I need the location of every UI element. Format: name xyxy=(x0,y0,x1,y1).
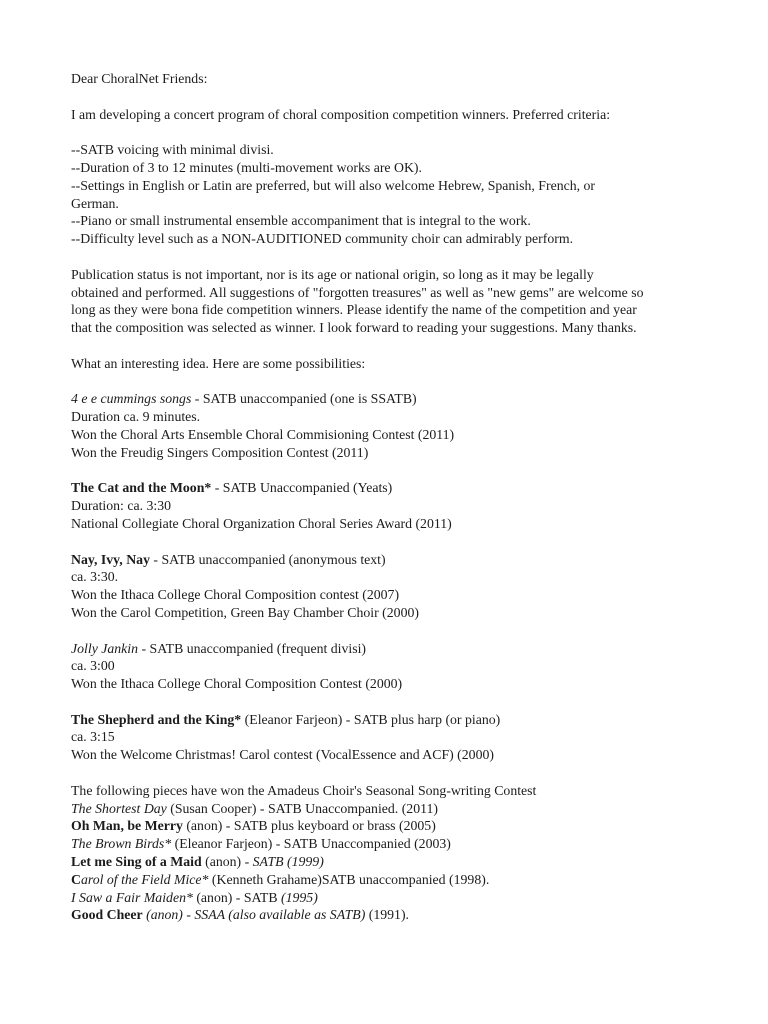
list-item xyxy=(71,906,711,924)
entry-shepherd-and-the-king xyxy=(71,711,711,764)
entry-description: (Eleanor Farjeon) - SATB plus harp (or piano) xyxy=(241,711,501,727)
list-item xyxy=(71,889,711,907)
entry-duration: ca. 3:15 xyxy=(71,729,115,745)
entry-jolly-jankin xyxy=(71,640,711,693)
list-item xyxy=(71,853,711,871)
entry-award: Won the Welcome Christmas! Carol contest (VocalEssence and ACF) (2000) xyxy=(71,747,494,763)
publication-paragraph xyxy=(71,266,711,337)
item-title: Good Cheer xyxy=(71,907,143,923)
item-voicing: SATB (1999) xyxy=(252,854,324,870)
item-details: (Eleanor Farjeon) - SATB Unaccompanied (2003) xyxy=(171,836,451,852)
entry-heading xyxy=(71,479,711,497)
entry-award: National Collegiate Choral Organization Choral Series Award (2011) xyxy=(71,515,452,531)
entry-description: - SATB unaccompanied (one is SSATB) xyxy=(191,391,417,407)
criteria-item: --Piano or small instrumental ensemble accompaniment that is integral to the work. xyxy=(71,213,531,229)
entry-heading xyxy=(71,640,711,658)
amadeus-section xyxy=(71,782,711,924)
criteria-list xyxy=(71,141,711,248)
entry-duration: Duration ca. 9 minutes. xyxy=(71,409,201,425)
list-item xyxy=(71,835,711,853)
intro-paragraph: I am developing a concert program of choral composition competition winners. Preferred criteria: xyxy=(71,106,611,122)
paragraph-line: obtained and performed. All suggestions of "forgotten treasures" as well as "new gems" are welcome so xyxy=(71,284,644,300)
item-title-initial: C xyxy=(71,871,81,887)
entry-nay-ivy-nay xyxy=(71,551,711,622)
entry-4-ee-cummings-songs xyxy=(71,390,711,461)
entry-description: - SATB unaccompanied (anonymous text) xyxy=(149,551,386,567)
paragraph-line: that the composition was selected as winner. I look forward to reading your suggestions. Many thanks. xyxy=(71,320,637,336)
entry-title: The Shepherd and the King* xyxy=(71,711,242,727)
reply-intro: What an interesting idea. Here are some possibilities: xyxy=(71,355,366,371)
paragraph-line: long as they were bona fide competition winners. Please identify the name of the competition and year xyxy=(71,302,637,318)
item-title: The Shortest Day xyxy=(71,800,167,816)
item-details: (Susan Cooper) - SATB Unaccompanied. (2011) xyxy=(166,800,438,816)
item-title: The Brown Birds* xyxy=(71,836,172,852)
entry-description: - SATB unaccompanied (frequent divisi) xyxy=(138,640,367,656)
criteria-item: --SATB voicing with minimal divisi. xyxy=(71,142,274,158)
item-year: (1991). xyxy=(365,907,409,923)
list-item xyxy=(71,871,711,889)
amadeus-heading: The following pieces have won the Amadeus Choir's Seasonal Song-writing Contest xyxy=(71,782,537,798)
item-details: (anon) - SATB plus keyboard or brass (2005) xyxy=(182,818,436,834)
entry-award: Won the Choral Arts Ensemble Choral Commisioning Contest (2011) xyxy=(71,426,455,442)
item-details: (anon) - SATB xyxy=(192,889,282,905)
entry-title: Jolly Jankin xyxy=(71,640,139,656)
entry-duration: Duration: ca. 3:30 xyxy=(71,498,172,514)
entry-duration: ca. 3:30. xyxy=(71,569,119,585)
entry-award: Won the Ithaca College Choral Composition contest (2007) xyxy=(71,587,400,603)
entry-award: Won the Freudig Singers Composition Contest (2011) xyxy=(71,444,369,460)
entry-award: Won the Ithaca College Choral Composition Contest (2000) xyxy=(71,676,403,692)
criteria-item: German. xyxy=(71,195,119,211)
item-title: Let me Sing of a Maid xyxy=(71,854,202,870)
list-item xyxy=(71,817,711,835)
entry-description: - SATB Unaccompanied (Yeats) xyxy=(211,480,393,496)
paragraph-line: Publication status is not important, nor is its age or national origin, so long as it may be legally xyxy=(71,266,594,282)
criteria-item: --Duration of 3 to 12 minutes (multi-movement works are OK). xyxy=(71,159,422,175)
entry-title: Nay, Ivy, Nay xyxy=(71,551,150,567)
item-title: Oh Man, be Merry xyxy=(71,818,183,834)
entry-award: Won the Carol Competition, Green Bay Chamber Choir (2000) xyxy=(71,604,419,620)
entry-duration: ca. 3:00 xyxy=(71,658,115,674)
entry-heading xyxy=(71,551,711,569)
entry-title: 4 e e cummings songs xyxy=(71,391,192,407)
entry-heading xyxy=(71,390,711,408)
entry-cat-and-the-moon xyxy=(71,479,711,532)
entry-heading xyxy=(71,711,711,729)
item-details: (Kenneth Grahame)SATB unaccompanied (1998). xyxy=(208,871,490,887)
criteria-item: --Settings in English or Latin are preferred, but will also welcome Hebrew, Spanish, French, or xyxy=(71,177,596,193)
document-body xyxy=(71,70,711,924)
criteria-item: --Difficulty level such as a NON-AUDITIONED community choir can admirably perform. xyxy=(71,231,574,247)
list-item xyxy=(71,800,711,818)
item-details: (anon) - xyxy=(201,854,253,870)
item-year: (1995) xyxy=(281,889,318,905)
greeting: Dear ChoralNet Friends: xyxy=(71,71,208,86)
item-title: I Saw a Fair Maiden* xyxy=(71,889,193,905)
item-title: arol of the Field Mice* xyxy=(80,871,209,887)
entry-title: The Cat and the Moon* xyxy=(71,480,212,496)
item-details: (anon) - SSAA (also available as SATB) xyxy=(142,907,366,923)
